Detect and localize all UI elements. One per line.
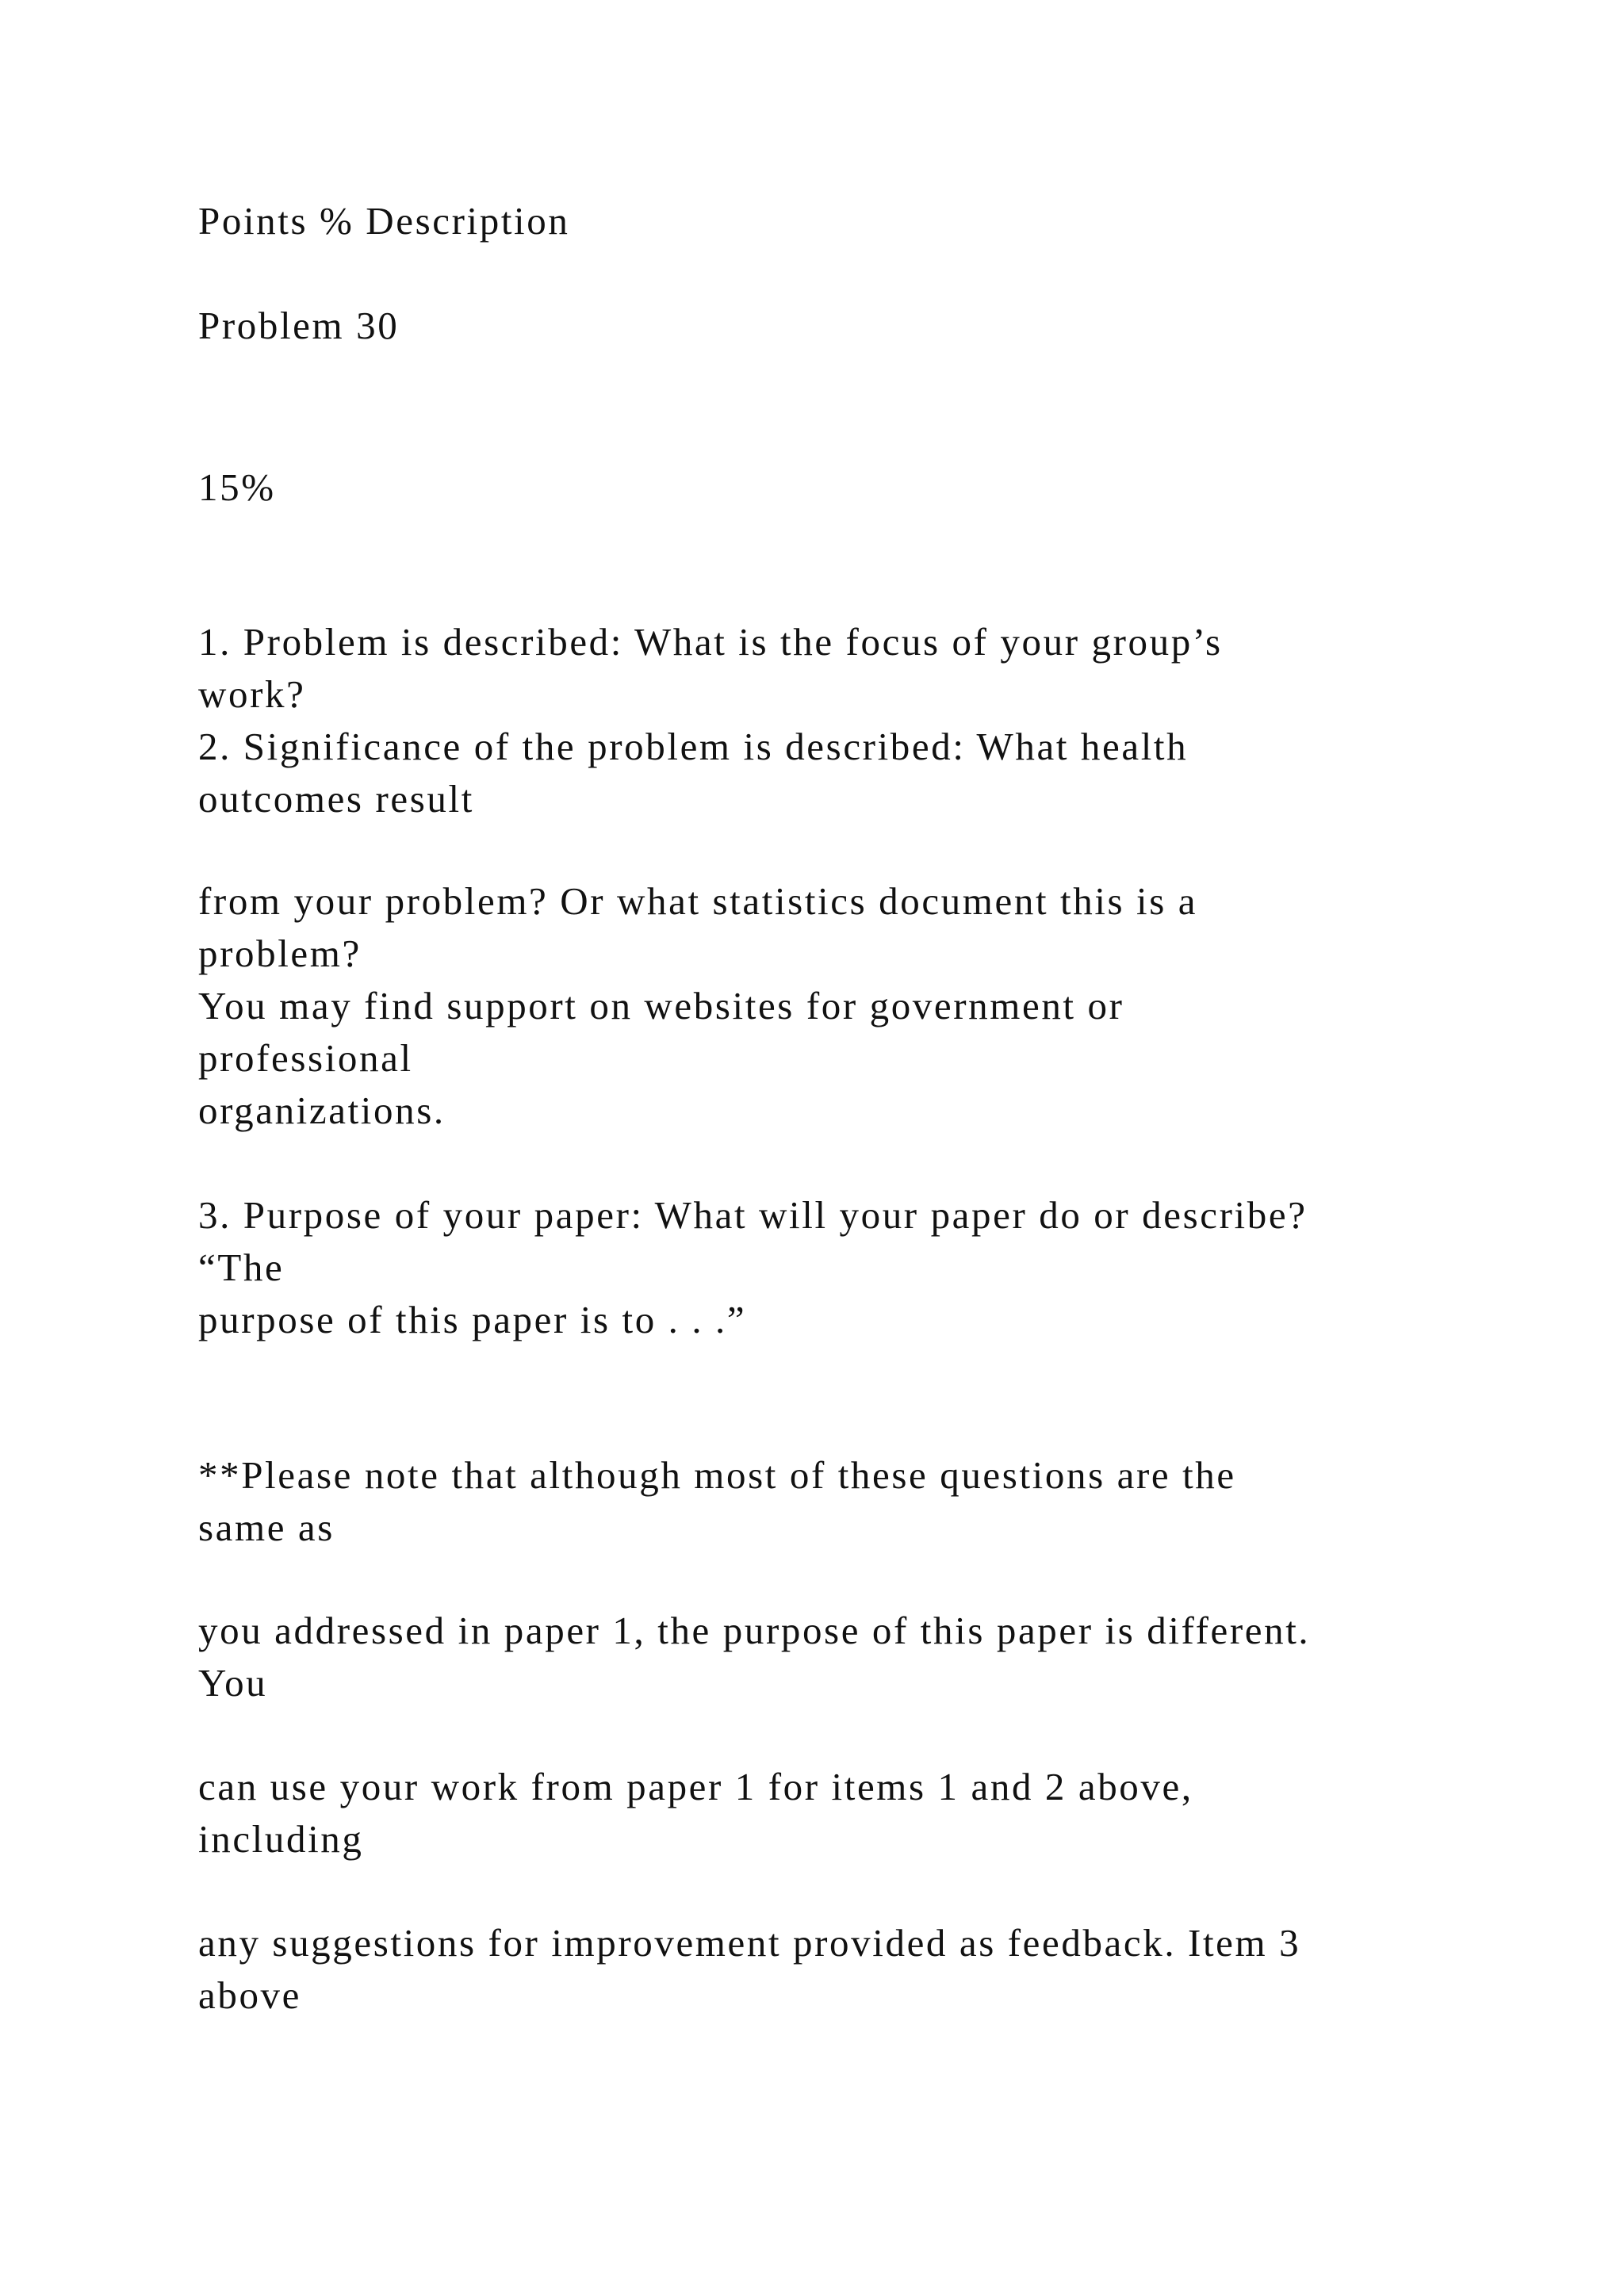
- text-line: 3. Purpose of your paper: What will your paper do or describe?: [198, 1193, 1308, 1237]
- text-line: from your problem? Or what statistics document this is a: [198, 879, 1198, 923]
- text-line: professional: [198, 1036, 413, 1080]
- text-line: You may find support on websites for government or: [198, 984, 1124, 1027]
- text-line: including: [198, 1817, 364, 1861]
- text-line: you addressed in paper 1, the purpose of this paper is different.: [198, 1609, 1311, 1652]
- text-line: outcomes result: [198, 777, 474, 821]
- text-line: work?: [198, 672, 306, 716]
- text-line: above: [198, 1973, 301, 2017]
- text-line: You: [198, 1661, 268, 1705]
- text-line: **Please note that although most of these questions are the: [198, 1453, 1236, 1497]
- text-line: “The: [198, 1246, 285, 1289]
- percent-value: 15%: [198, 465, 276, 509]
- text-line: same as: [198, 1506, 335, 1549]
- text-line: problem?: [198, 932, 362, 975]
- table-header: Points % Description: [198, 199, 570, 243]
- text-line: organizations.: [198, 1089, 446, 1132]
- problem-label: Problem 30: [198, 304, 400, 347]
- text-line: purpose of this paper is to . . .”: [198, 1298, 747, 1341]
- text-line: 2. Significance of the problem is described: What health: [198, 725, 1189, 768]
- text-line: any suggestions for improvement provided as feedback. Item 3: [198, 1921, 1301, 1965]
- text-line: can use your work from paper 1 for items 1 and 2 above,: [198, 1765, 1193, 1808]
- text-line: 1. Problem is described: What is the focus of your group’s: [198, 620, 1223, 664]
